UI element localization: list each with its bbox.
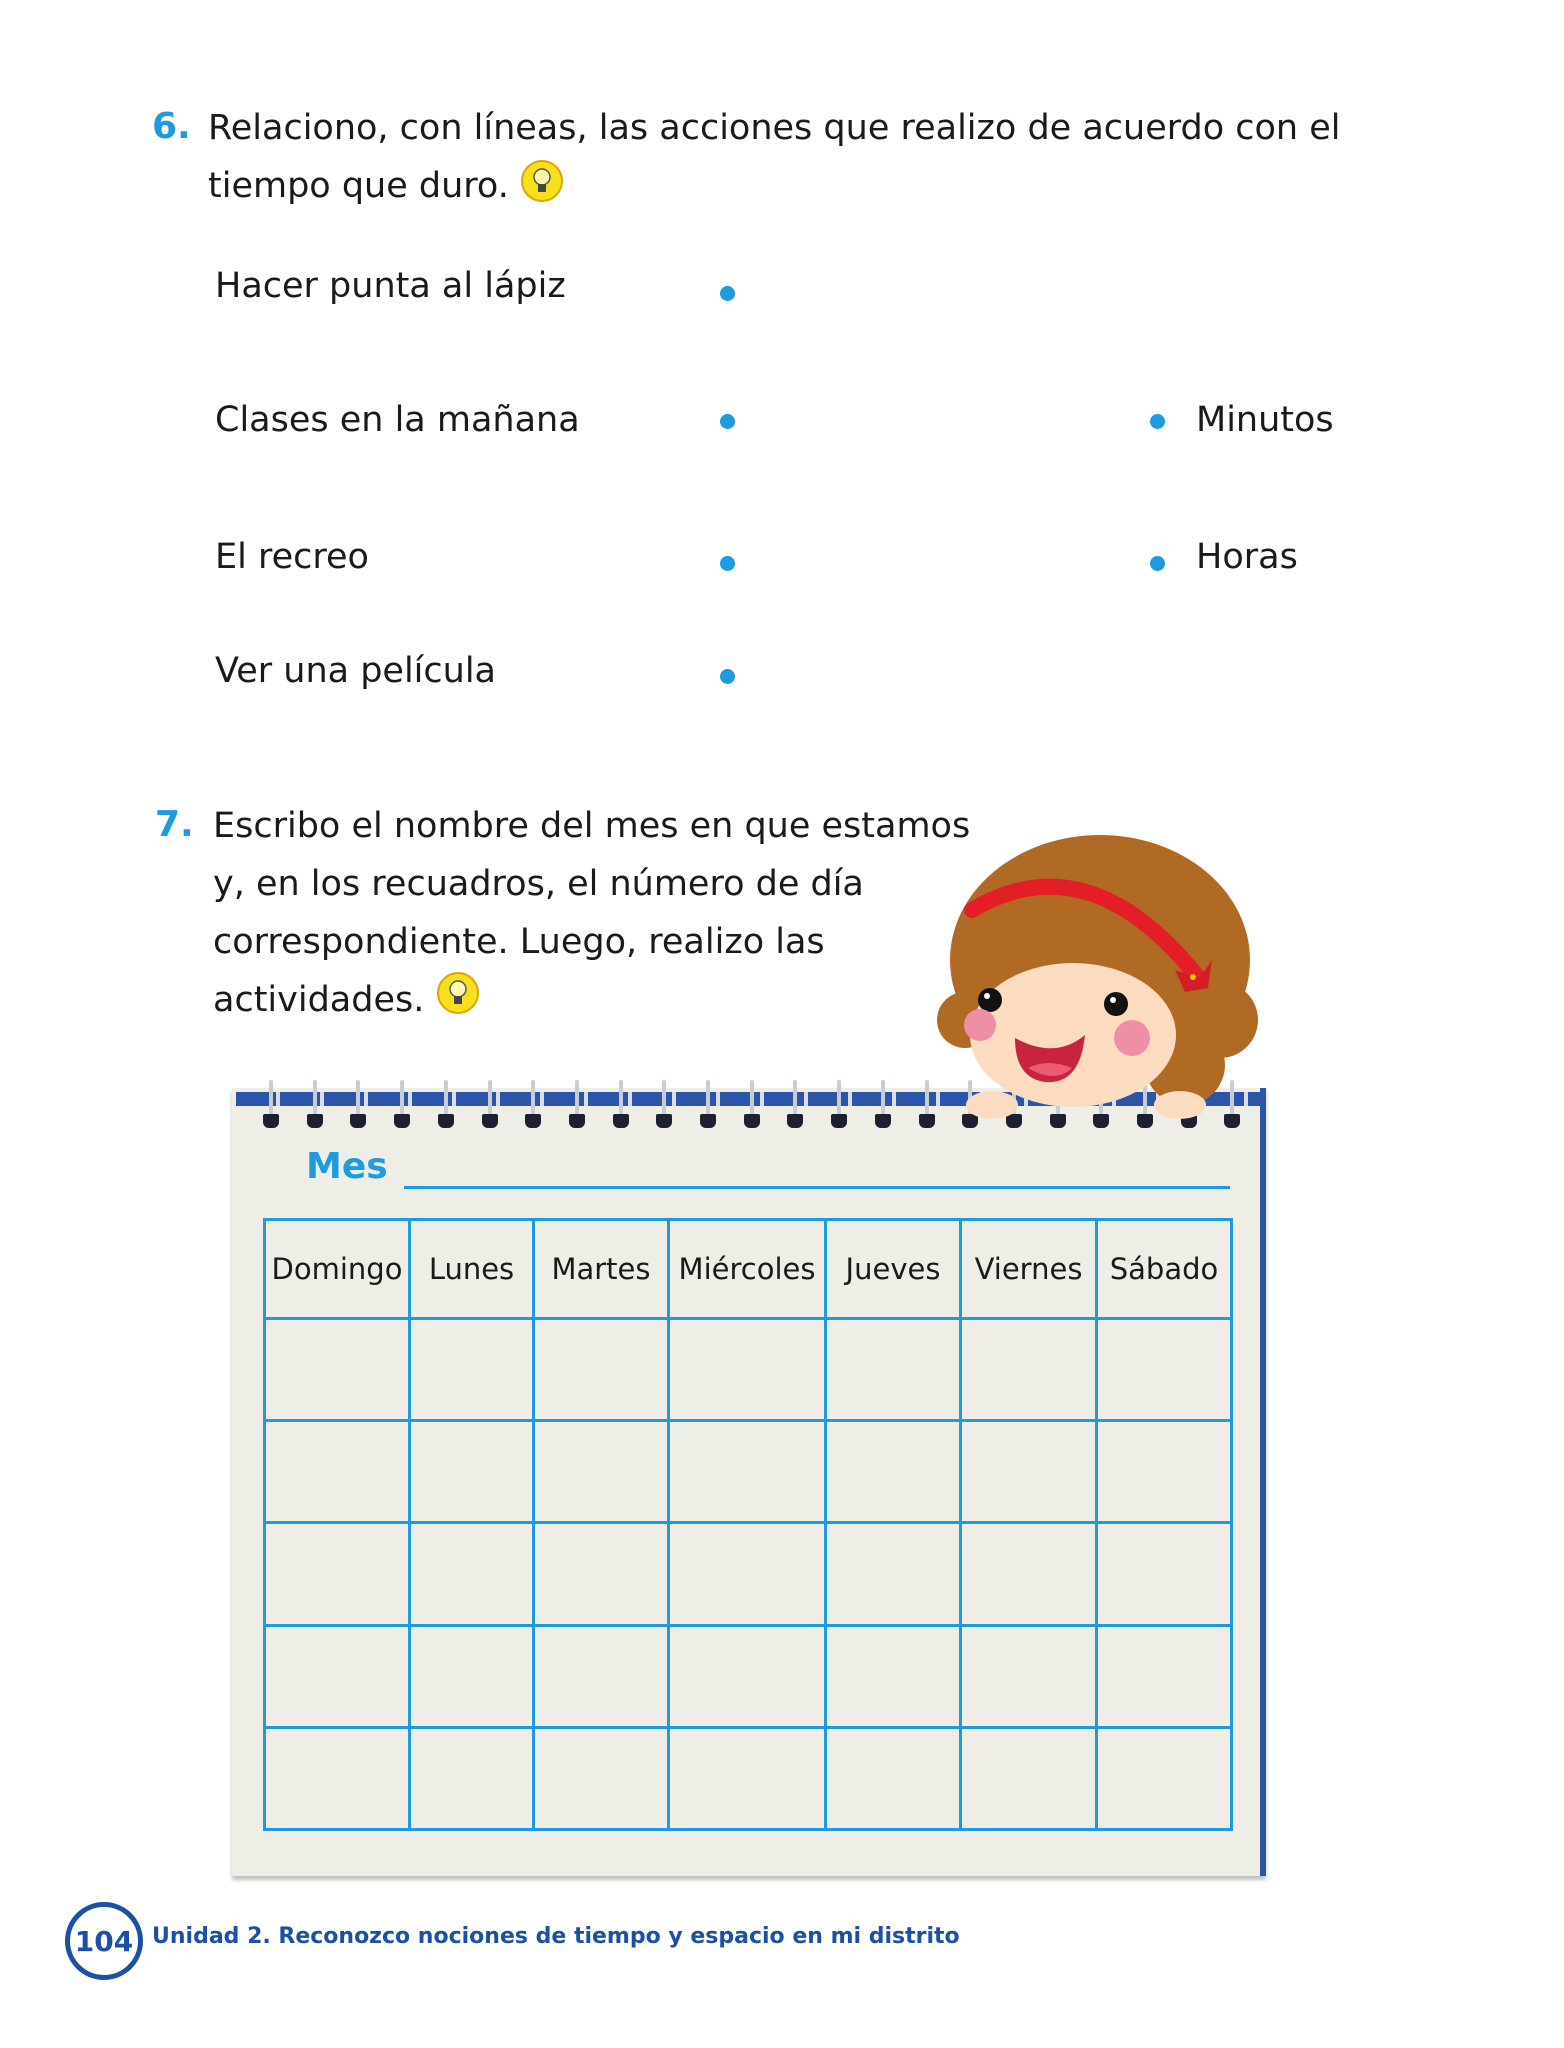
month-label: Mes [306,1146,388,1187]
spiral-wire [750,1080,754,1116]
spiral-wire [881,1080,885,1116]
spiral-wire [269,1080,273,1116]
day-cell[interactable] [534,1625,669,1727]
instruction-line: Relaciono, con líneas, las acciones que realizo de acuerdo con el [208,108,1341,148]
day-cell[interactable] [826,1523,961,1625]
spiral-wire [531,1080,535,1116]
day-cell[interactable] [410,1319,534,1421]
weekday-header: Jueves [826,1220,961,1319]
calendar-week-row [265,1523,1232,1625]
spiral-wire [356,1080,360,1116]
spiral-hole [875,1114,891,1128]
action-item: El recreo [215,537,369,577]
day-cell[interactable] [534,1727,669,1829]
page-number-badge: 104 [65,1902,143,1980]
day-cell[interactable] [961,1625,1097,1727]
calendar-week-row [265,1625,1232,1727]
day-cell[interactable] [1097,1523,1232,1625]
spiral-hole [613,1114,629,1128]
day-cell[interactable] [669,1625,826,1727]
spiral-wire [400,1080,404,1116]
spiral-wire [575,1080,579,1116]
spiral-hole [744,1114,760,1128]
day-cell[interactable] [410,1727,534,1829]
day-cell[interactable] [826,1727,961,1829]
lightbulb-icon [520,159,564,203]
exercise-6-instruction [208,99,1340,215]
spiral-hole [656,1114,672,1128]
day-cell[interactable] [826,1421,961,1523]
spiral-hole [831,1114,847,1128]
weekday-header: Domingo [265,1220,410,1319]
day-cell[interactable] [1097,1727,1232,1829]
match-dot[interactable] [720,556,735,571]
day-cell[interactable] [534,1319,669,1421]
spiral-wire [837,1080,841,1116]
day-cell[interactable] [534,1523,669,1625]
spiral-hole [263,1114,279,1128]
spiral-hole [307,1114,323,1128]
day-cell[interactable] [961,1523,1097,1625]
day-cell[interactable] [669,1319,826,1421]
calendar-week-row [265,1319,1232,1421]
day-cell[interactable] [961,1421,1097,1523]
weekday-header: Sábado [1097,1220,1232,1319]
instruction-line: actividades. [213,971,970,1029]
spiral-wire [706,1080,710,1116]
action-item: Hacer punta al lápiz [215,266,566,306]
calendar-week-row [265,1421,1232,1523]
action-item: Ver una película [215,651,497,691]
day-cell[interactable] [669,1421,826,1523]
spiral-hole [482,1114,498,1128]
spiral-wire [313,1080,317,1116]
day-cell[interactable] [534,1421,669,1523]
spiral-hole [569,1114,585,1128]
day-cell[interactable] [410,1523,534,1625]
duration-item: Minutos [1196,400,1334,440]
match-dot[interactable] [1150,556,1165,571]
instruction-line: y, en los recuadros, el número de día [213,864,864,904]
instruction-line: Escribo el nombre del mes en que estamos [213,806,971,846]
spiral-hole [394,1114,410,1128]
day-cell[interactable] [961,1319,1097,1421]
day-cell[interactable] [669,1727,826,1829]
day-cell[interactable] [1097,1625,1232,1727]
weekday-header-row [265,1220,1232,1319]
spiral-hole [700,1114,716,1128]
duration-item: Horas [1196,537,1298,577]
exercise-7-instruction [213,797,970,1029]
spiral-wire [793,1080,797,1116]
day-cell[interactable] [265,1319,410,1421]
match-dot[interactable] [720,669,735,684]
action-item: Clases en la mañana [215,400,580,440]
day-cell[interactable] [826,1625,961,1727]
unit-title: Unidad 2. Reconozco nociones de tiempo y espacio en mi distrito [152,1924,960,1949]
day-cell[interactable] [265,1421,410,1523]
spiral-wire [444,1080,448,1116]
day-cell[interactable] [410,1625,534,1727]
spiral-wire [619,1080,623,1116]
spiral-wire [662,1080,666,1116]
day-cell[interactable] [1097,1421,1232,1523]
day-cell[interactable] [1097,1319,1232,1421]
spiral-hole [525,1114,541,1128]
spiral-wire [488,1080,492,1116]
day-cell[interactable] [410,1421,534,1523]
spiral-hole [787,1114,803,1128]
day-cell[interactable] [826,1319,961,1421]
calendar-grid [263,1218,1233,1831]
month-input-line[interactable] [404,1186,1230,1189]
day-cell[interactable] [265,1625,410,1727]
exercise-6-number: 6. [152,106,191,147]
day-cell[interactable] [265,1727,410,1829]
spiral-hole [350,1114,366,1128]
day-cell[interactable] [265,1523,410,1625]
match-dot[interactable] [1150,414,1165,429]
calendar-week-row [265,1727,1232,1829]
girl-illustration [920,820,1280,1120]
instruction-line: tiempo que duro. [208,157,1340,215]
weekday-header: Miércoles [669,1220,826,1319]
spiral-hole [438,1114,454,1128]
weekday-header: Martes [534,1220,669,1319]
day-cell[interactable] [961,1727,1097,1829]
weekday-header: Lunes [410,1220,534,1319]
weekday-header: Viernes [961,1220,1097,1319]
lightbulb-icon [436,971,480,1015]
match-dot[interactable] [720,414,735,429]
exercise-7-number: 7. [155,804,194,845]
match-dot[interactable] [720,286,735,301]
instruction-line: correspondiente. Luego, realizo las [213,922,825,962]
day-cell[interactable] [669,1523,826,1625]
